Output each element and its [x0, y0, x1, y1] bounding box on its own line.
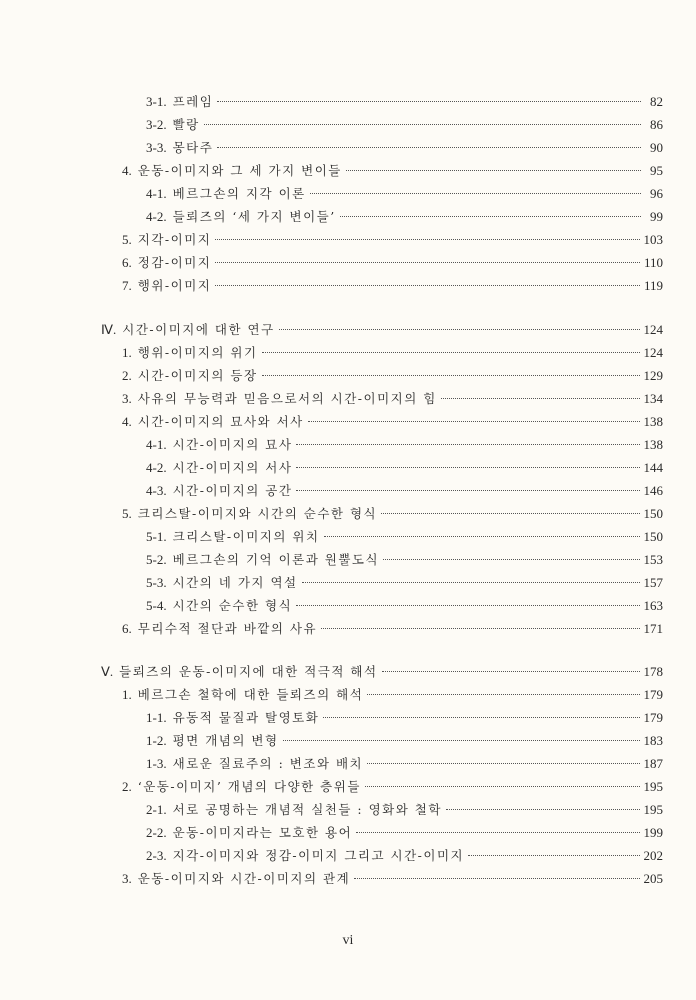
toc-entry-number: 1-2. — [146, 733, 167, 748]
toc-entry-page: 146 — [643, 483, 663, 498]
toc-subsection — [146, 207, 663, 227]
dot-leader — [382, 671, 640, 672]
toc-entry-number: 4-1. — [146, 437, 167, 452]
toc-entry-number: 3. — [122, 871, 132, 886]
toc-entry-page: 187 — [643, 756, 663, 771]
toc-entry-title: 행위-이미지 — [137, 278, 212, 293]
toc-subsection — [146, 92, 663, 112]
dot-leader — [283, 740, 640, 741]
toc-entry-number: 5. — [122, 232, 132, 247]
toc-entry-page: 82 — [650, 94, 663, 109]
dot-leader — [296, 467, 639, 468]
toc-subsection — [146, 184, 663, 204]
dot-leader — [446, 809, 640, 810]
toc-section — [122, 366, 663, 386]
dot-leader — [340, 216, 641, 217]
toc-entry-title: 시간-이미지의 묘사와 서사 — [137, 414, 304, 429]
toc-subsection — [146, 435, 663, 455]
toc-entry-number: 2. — [122, 368, 132, 383]
toc-entry-title: 서로 공명하는 개념적 실천들 : 영화와 철학 — [172, 802, 442, 817]
toc-entry-number: 3-1. — [146, 94, 167, 109]
toc-section — [122, 777, 663, 797]
toc-entry-number: 6. — [122, 255, 132, 270]
toc-entry-page: 110 — [643, 255, 663, 270]
toc-entry-page: 124 — [643, 345, 663, 360]
toc-entry-page: 144 — [643, 460, 663, 475]
toc-section — [122, 869, 663, 889]
toc-subsection — [146, 138, 663, 158]
toc-entry-title: 들뢰즈의 운동-이미지에 대한 적극적 해석 — [119, 664, 378, 679]
toc-entry-title: 베르그손의 지각 이론 — [172, 186, 306, 201]
dot-leader — [468, 855, 639, 856]
toc-entry-page: 153 — [643, 552, 663, 567]
toc-entry-title: 시간-이미지의 서사 — [172, 460, 293, 475]
toc-entry-page: 202 — [643, 848, 663, 863]
dot-leader — [381, 513, 639, 514]
toc-entry-page: 178 — [643, 664, 663, 679]
toc-entry-title: 크리스탈-이미지의 위치 — [172, 529, 320, 544]
toc-subsection — [146, 846, 663, 866]
dot-leader — [324, 536, 640, 537]
toc-entry-number: 4-2. — [146, 209, 167, 224]
toc-entry-number: 5-1. — [146, 529, 167, 544]
toc-entry-page: 134 — [643, 391, 663, 406]
toc-entry-title: 새로운 질료주의 : 변조와 배치 — [172, 756, 364, 771]
dot-leader — [354, 878, 639, 879]
toc-entry-title: 무리수적 절단과 바깥의 사유 — [137, 621, 318, 636]
toc-subsection — [146, 731, 663, 751]
toc-entry-title: 시간-이미지에 대한 연구 — [122, 322, 275, 337]
toc-entry-page: 179 — [643, 710, 663, 725]
dot-leader — [262, 375, 640, 376]
dot-leader — [308, 421, 640, 422]
toc-entry-number: 4-3. — [146, 483, 167, 498]
toc-entry-page: 90 — [650, 140, 663, 155]
dot-leader — [279, 329, 640, 330]
toc-entry-title: ‘운동-이미지’ 개념의 다양한 층위들 — [137, 779, 361, 794]
dot-leader — [441, 398, 640, 399]
toc-entry-number: 2-1. — [146, 802, 167, 817]
toc-subsection — [146, 458, 663, 478]
dot-leader — [310, 193, 641, 194]
toc-entry-title: 시간의 네 가지 역설 — [172, 575, 298, 590]
toc-entry-page: 199 — [643, 825, 663, 840]
toc-entry-page: 119 — [643, 278, 663, 293]
toc-subsection — [146, 550, 663, 570]
toc-entry-number: 5. — [122, 506, 132, 521]
dot-leader — [215, 262, 640, 263]
toc-entry-title: 평면 개념의 변형 — [172, 733, 279, 748]
toc-entry-page: 163 — [643, 598, 663, 613]
toc-subsection — [146, 823, 663, 843]
toc-entry-number: 4-2. — [146, 460, 167, 475]
toc-entry-title: 프레임 — [172, 94, 214, 109]
toc-entry-title: 크리스탈-이미지와 시간의 순수한 형식 — [137, 506, 378, 521]
toc-section — [122, 230, 663, 250]
toc-subsection — [146, 527, 663, 547]
toc-entry-title: 운동-이미지와 그 세 가지 변이들 — [137, 163, 342, 178]
toc-entry-page: 129 — [643, 368, 663, 383]
dot-leader — [356, 832, 639, 833]
toc-entry-page: 195 — [643, 779, 663, 794]
toc-entry-number: Ⅳ. — [101, 322, 117, 337]
toc-entry-page: 95 — [650, 163, 663, 178]
dot-leader — [215, 239, 639, 240]
dot-leader — [215, 285, 640, 286]
toc-chapter — [101, 662, 663, 682]
toc-entry-title: 정감-이미지 — [137, 255, 212, 270]
toc-section — [122, 619, 663, 639]
toc-entry-title: 몽타주 — [172, 140, 214, 155]
toc-entry-page: 96 — [650, 186, 663, 201]
dot-leader — [296, 490, 639, 491]
toc-entry-page: 138 — [643, 414, 663, 429]
toc-entry-number: 3. — [122, 391, 132, 406]
toc-entry-page: 171 — [643, 621, 663, 636]
toc-entry-page: 195 — [643, 802, 663, 817]
dot-leader — [302, 582, 640, 583]
toc-entry-number: 5-4. — [146, 598, 167, 613]
toc-subsection — [146, 800, 663, 820]
toc-entry-title: 지각-이미지와 정감-이미지 그리고 시간-이미지 — [172, 848, 465, 863]
toc-entry-page: 86 — [650, 117, 663, 132]
toc-entry-number: 6. — [122, 621, 132, 636]
toc-chapter — [101, 320, 663, 340]
dot-leader — [204, 124, 641, 125]
toc-subsection — [146, 708, 663, 728]
toc-section — [122, 504, 663, 524]
toc-entry-page: 157 — [643, 575, 663, 590]
toc-entry-page: 179 — [643, 687, 663, 702]
toc-subsection — [146, 573, 663, 593]
toc-entry-title: 시간-이미지의 묘사 — [172, 437, 293, 452]
toc-section — [122, 389, 663, 409]
toc-entry-page: 150 — [643, 529, 663, 544]
toc-entry-number: 7. — [122, 278, 132, 293]
toc-entry-title: 베르그손 철학에 대한 들뢰즈의 해석 — [137, 687, 364, 702]
toc-entry-number: 4-1. — [146, 186, 167, 201]
toc-entry-title: 사유의 무능력과 믿음으로서의 시간-이미지의 힘 — [137, 391, 437, 406]
toc-entry-number: 2-2. — [146, 825, 167, 840]
page-number: vi — [342, 933, 354, 948]
dot-leader — [217, 101, 641, 102]
dot-leader — [262, 352, 640, 353]
toc-entry-number: 1-3. — [146, 756, 167, 771]
toc-subsection — [146, 754, 663, 774]
toc-subsection — [146, 481, 663, 501]
dot-leader — [383, 559, 639, 560]
toc-entry-page: 150 — [643, 506, 663, 521]
toc-entry-title: 시간-이미지의 공간 — [172, 483, 293, 498]
dot-leader — [367, 694, 639, 695]
toc-entry-number: 4. — [122, 414, 132, 429]
toc-section — [122, 343, 663, 363]
toc-entry-page: 124 — [643, 322, 663, 337]
toc-subsection — [146, 115, 663, 135]
toc-entry-number: 1-1. — [146, 710, 167, 725]
toc-entry-page: 138 — [643, 437, 663, 452]
toc-entry-page: 103 — [643, 232, 663, 247]
toc-entry-title: 행위-이미지의 위기 — [137, 345, 258, 360]
toc-entry-title: 지각-이미지 — [137, 232, 212, 247]
toc-entry-number: 3-3. — [146, 140, 167, 155]
toc-entry-title: 운동-이미지라는 모호한 용어 — [172, 825, 353, 840]
dot-leader — [321, 628, 639, 629]
toc-section — [122, 412, 663, 432]
toc-entry-number: Ⅴ. — [101, 664, 114, 679]
toc-entry-title: 시간의 순수한 형식 — [172, 598, 293, 613]
toc-entry-title: 유동적 물질과 탈영토화 — [172, 710, 320, 725]
dot-leader — [217, 147, 641, 148]
toc-entry-page: 99 — [650, 209, 663, 224]
toc-section — [122, 276, 663, 296]
toc-entry-page: 205 — [643, 871, 663, 886]
toc-entry-number: 1. — [122, 687, 132, 702]
toc-entry-number: 4. — [122, 163, 132, 178]
toc-entry-number: 3-2. — [146, 117, 167, 132]
dot-leader — [296, 444, 639, 445]
dot-leader — [367, 763, 639, 764]
toc-entry-page: 183 — [643, 733, 663, 748]
toc-entry-title: 베르그손의 기억 이론과 원뿔도식 — [172, 552, 380, 567]
toc-entry-number: 5-3. — [146, 575, 167, 590]
toc-entry-title: 들뢰즈의 ‘세 가지 변이들’ — [172, 209, 336, 224]
toc-section — [122, 685, 663, 705]
toc-entry-title: 운동-이미지와 시간-이미지의 관계 — [137, 871, 351, 886]
toc-entry-title: 시간-이미지의 등장 — [137, 368, 258, 383]
dot-leader — [323, 717, 639, 718]
toc-entry-number: 5-2. — [146, 552, 167, 567]
toc-entry-title: 빨랑 — [172, 117, 200, 132]
dot-leader — [365, 786, 640, 787]
dot-leader — [346, 170, 641, 171]
toc-subsection — [146, 596, 663, 616]
toc-entry-number: 2. — [122, 779, 132, 794]
toc-section — [122, 161, 663, 181]
dot-leader — [296, 605, 639, 606]
toc-entry-number: 1. — [122, 345, 132, 360]
toc-entry-number: 2-3. — [146, 848, 167, 863]
toc-section — [122, 253, 663, 273]
